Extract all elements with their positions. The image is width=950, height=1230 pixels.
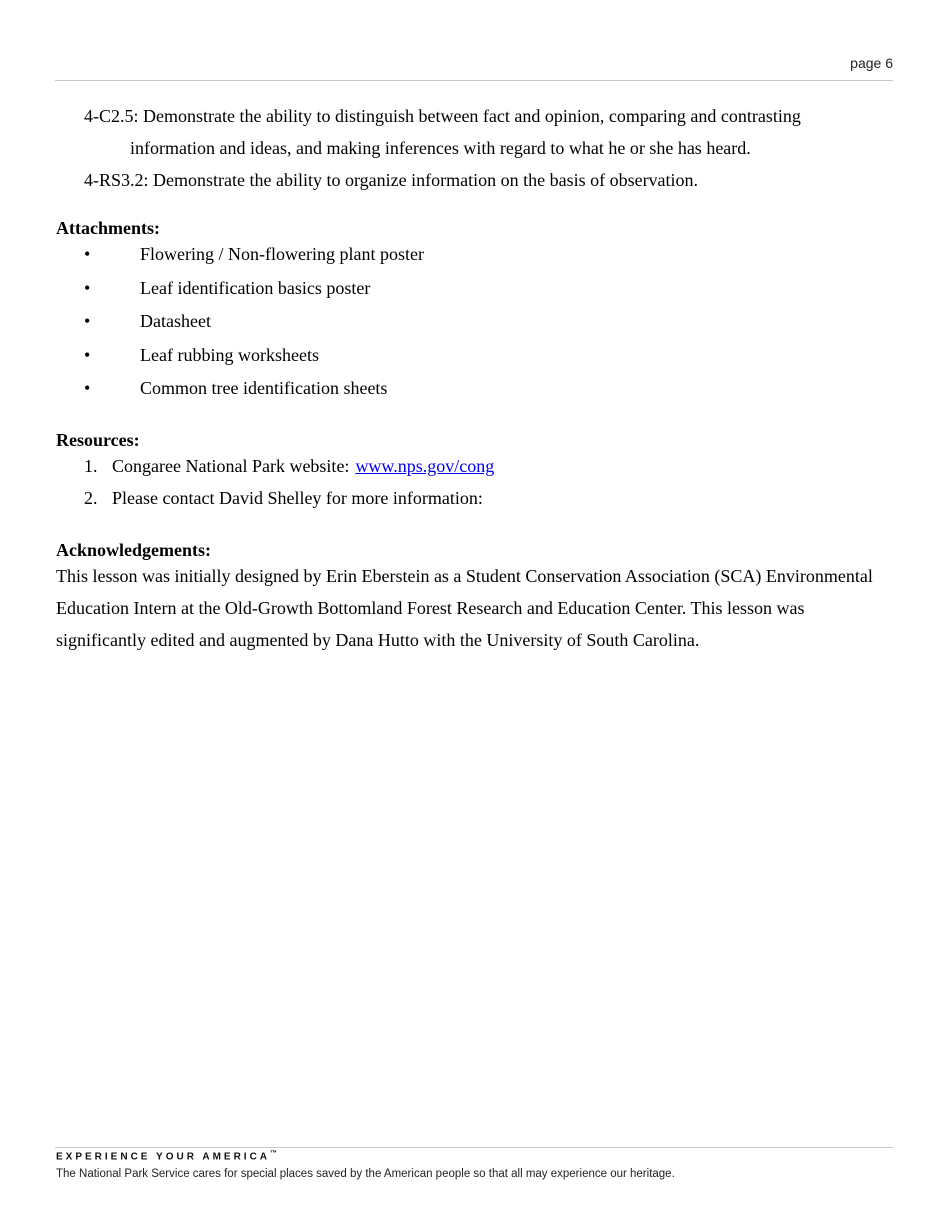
acknowledgements-body: This lesson was initially designed by Erin Eberstein as a Student Conservation Association (SCA) Environmental Education Intern at the Old-Growth Bottomland Forest Research and Education Center. This lesson was significantly edited and augmented by Dana Hutto with the University of South Carolina.	[56, 566, 873, 650]
list-number: 1.	[84, 456, 98, 476]
list-item	[84, 272, 784, 306]
list-item	[84, 372, 784, 406]
list-item	[84, 305, 784, 339]
acknowledgements-heading: Acknowledgements:	[56, 540, 211, 560]
list-item	[84, 339, 784, 373]
resources-list	[84, 450, 864, 514]
attachments-list	[84, 238, 784, 406]
page-number: page 6	[850, 55, 893, 71]
list-item	[84, 482, 864, 514]
attachments-heading: Attachments:	[56, 218, 160, 238]
bullet-icon: •	[84, 244, 91, 264]
resources-heading: Resources:	[56, 430, 140, 450]
attachment-label: Datasheet	[140, 311, 211, 331]
standard-item: 4-RS3.2: Demonstrate the ability to organize information on the basis of observation.	[84, 170, 699, 190]
bullet-icon: •	[84, 378, 91, 398]
resource-text: Please contact David Shelley for more information:	[112, 488, 483, 508]
list-number: 2.	[84, 488, 98, 508]
attachment-label: Leaf rubbing worksheets	[140, 344, 319, 365]
list-item	[84, 238, 784, 272]
standard-item: 4-C2.5: Demonstrate the ability to distinguish between fact and opinion, comparing and contrasting information and ideas, and making inferences with regard to what he or she has heard.	[84, 106, 801, 158]
footer-tagline	[56, 1150, 277, 1162]
attachment-label: Leaf identification basics poster	[140, 277, 371, 298]
bullet-icon: •	[84, 277, 91, 298]
bullet-icon: •	[84, 311, 91, 331]
footer-note: The National Park Service cares for special places saved by the American people so that all may experience our heritage.	[56, 1168, 675, 1180]
standards-list	[84, 100, 884, 196]
header-rule	[55, 80, 893, 81]
trademark-mark: ™	[270, 1150, 278, 1157]
list-item	[84, 450, 864, 482]
attachment-label: Common tree identification sheets	[140, 378, 388, 398]
footer-rule	[55, 1147, 893, 1148]
tagline-text: EXPERIENCE YOUR AMERICA	[56, 1151, 271, 1163]
attachment-label: Flowering / Non-flowering plant poster	[140, 244, 424, 264]
resource-text: Congaree National Park website:	[112, 456, 350, 476]
bullet-icon: •	[84, 344, 91, 365]
park-website-link[interactable]: www.nps.gov/cong	[355, 456, 495, 476]
